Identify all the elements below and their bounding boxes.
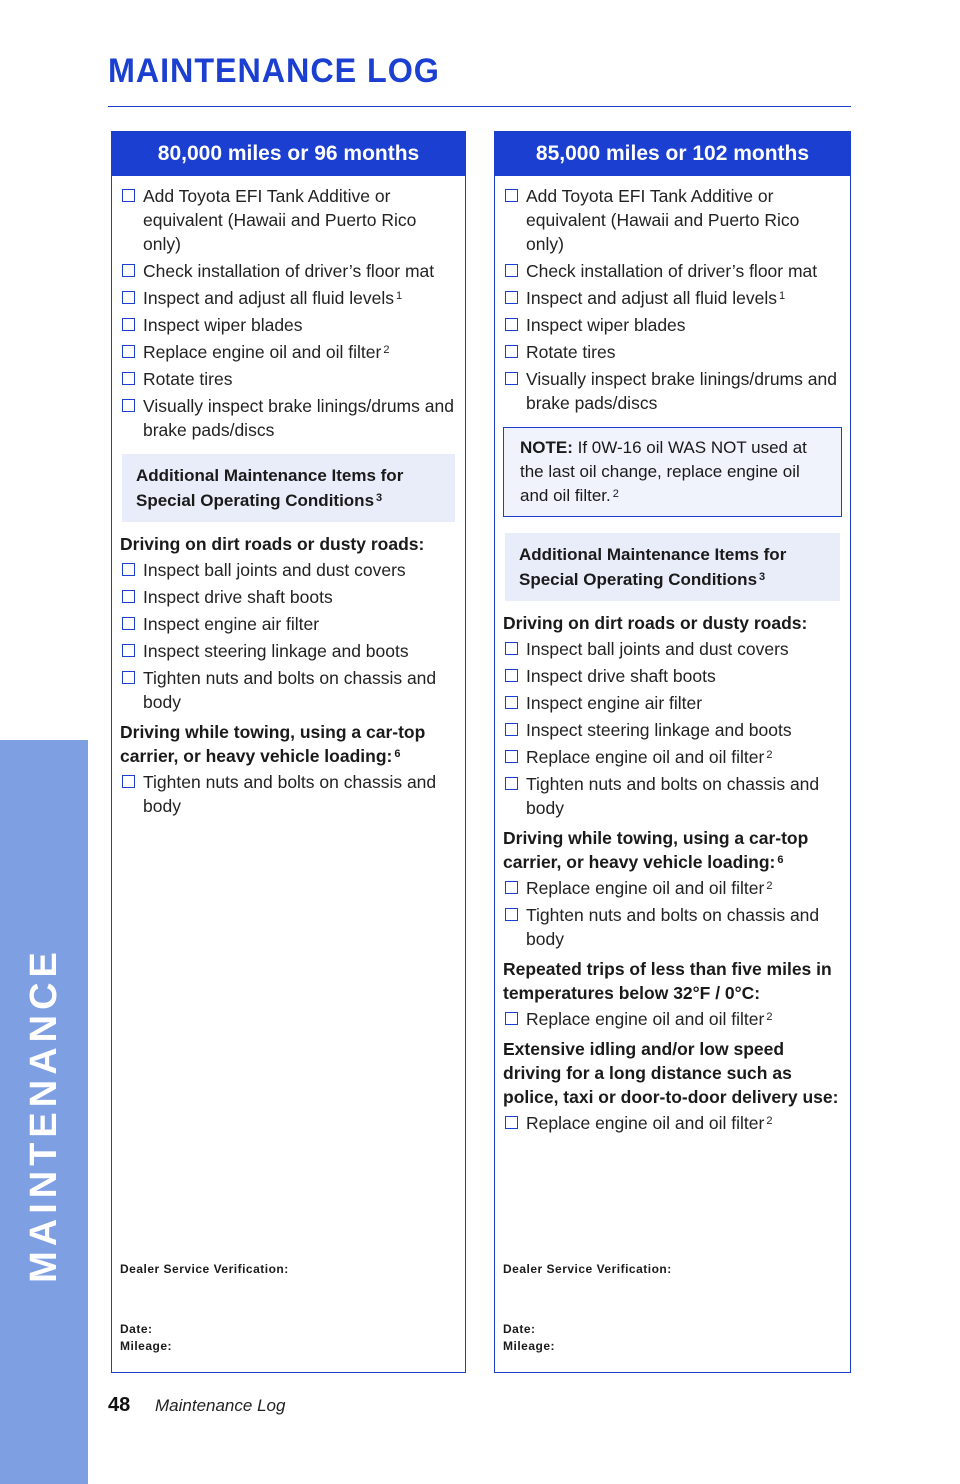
checklist-item-text: Inspect ball joints and dust covers <box>526 639 789 659</box>
checkbox[interactable] <box>505 291 518 304</box>
checklist-item <box>120 184 457 256</box>
checkbox[interactable] <box>122 775 135 788</box>
checklist-item-text: Tighten nuts and bolts on chassis and body <box>526 774 820 818</box>
condition-item-list <box>503 637 842 820</box>
footer-section-name: Maintenance Log <box>155 1396 286 1415</box>
checklist-item <box>120 666 457 714</box>
checklist-item <box>120 340 457 364</box>
checklist-item <box>503 286 842 310</box>
checklist-item-text: Inspect steering linkage and boots <box>143 641 409 661</box>
checklist-item-text: Inspect drive shaft boots <box>143 587 333 607</box>
checklist-item-text: Tighten nuts and bolts on chassis and body <box>143 668 437 712</box>
checklist-item-text: Inspect wiper blades <box>143 315 303 335</box>
checklist-item-text: Add Toyota EFI Tank Additive or equivalent (Hawaii and Puerto Rico only) <box>143 186 417 254</box>
checkbox[interactable] <box>505 1116 518 1129</box>
condition-item-list <box>120 770 457 818</box>
checklist-item-text: Tighten nuts and bolts on chassis and body <box>143 772 437 816</box>
footnote-ref: 2 <box>766 880 773 892</box>
checklist-item <box>120 585 457 609</box>
checklist-item-text: Visually inspect brake linings/drums and brake pads/discs <box>143 396 454 440</box>
page-number: 48 <box>108 1394 131 1416</box>
footnote-ref: 2 <box>766 1011 773 1023</box>
condition-item-list <box>503 876 842 951</box>
checklist-item <box>503 903 842 951</box>
checklist-item <box>120 313 457 337</box>
footnote-ref: 2 <box>766 1115 773 1127</box>
checklist-item <box>120 612 457 636</box>
condition-heading: Driving while towing, using a car-top carrier, or heavy vehicle loading: $^6$ <box>120 722 426 766</box>
checklist-item <box>503 259 842 283</box>
checkbox[interactable] <box>505 777 518 790</box>
checklist-item-text: Inspect steering linkage and boots <box>526 720 792 740</box>
item-list <box>503 184 842 415</box>
condition-heading: Extensive idling and/or low speed driving for a long distance such as police, taxi or door-to-door delivery use: <box>503 1039 839 1107</box>
additional-items-heading: Additional Maintenance Items for Special Operating Conditions $^3$ <box>122 454 455 522</box>
checklist-item <box>503 745 842 769</box>
condition-heading: Repeated trips of less than five miles in temperatures below 32°F / 0°C: <box>503 959 832 1003</box>
column-header: 80,000 miles or 96 months <box>112 132 465 176</box>
footnote-ref: 1 <box>778 290 786 302</box>
checklist-item <box>503 637 842 661</box>
checklist-item <box>120 367 457 391</box>
checkbox[interactable] <box>505 642 518 655</box>
checkbox[interactable] <box>122 671 135 684</box>
condition-item-list <box>120 558 457 714</box>
checklist-item-text: Visually inspect brake linings/drums and brake pads/discs <box>526 369 837 413</box>
footnote-ref: 1 <box>395 290 403 302</box>
column-header: 85,000 miles or 102 months <box>495 132 850 176</box>
checkbox[interactable] <box>505 1012 518 1025</box>
mileage-label: Mileage: <box>120 1339 173 1353</box>
note-box: NOTE: If 0W-16 oil WAS NOT used at the last oil change, replace engine oil and oil filter. $^2$ <box>503 427 842 517</box>
page-title: MAINTENANCE LOG <box>108 52 440 90</box>
log-column-85000 <box>494 131 851 1373</box>
checklist-item-text: Replace engine oil and oil filter <box>526 1113 765 1133</box>
checklist-item <box>503 876 842 900</box>
checkbox[interactable] <box>122 644 135 657</box>
checkbox[interactable] <box>122 590 135 603</box>
checklist-item-text: Tighten nuts and bolts on chassis and body <box>526 905 820 949</box>
checklist-item <box>503 340 842 364</box>
checkbox[interactable] <box>122 318 135 331</box>
checklist-item-text: Inspect and adjust all fluid levels <box>143 288 394 308</box>
checkbox[interactable] <box>505 723 518 736</box>
note-text: If 0W-16 oil WAS NOT used at the last oil change, replace engine oil and oil filter. <box>520 438 807 505</box>
log-column-80000 <box>111 131 466 1373</box>
checkbox[interactable] <box>505 372 518 385</box>
date-label: Date: <box>503 1322 536 1336</box>
dealer-verification-label: Dealer Service Verification: <box>120 1262 289 1276</box>
condition-heading: Driving on dirt roads or dusty roads: <box>503 613 808 633</box>
checkbox[interactable] <box>505 264 518 277</box>
checklist-item <box>503 718 842 742</box>
checkbox[interactable] <box>505 669 518 682</box>
section-side-label: MAINTENANCE <box>22 947 65 1283</box>
checklist-item <box>503 691 842 715</box>
condition-heading: Driving on dirt roads or dusty roads: <box>120 534 425 554</box>
checkbox[interactable] <box>122 189 135 202</box>
checklist-item-text: Rotate tires <box>526 342 616 362</box>
checkbox[interactable] <box>122 291 135 304</box>
checklist-item <box>503 184 842 256</box>
checkbox[interactable] <box>505 189 518 202</box>
title-divider <box>108 106 851 107</box>
checklist-item <box>120 639 457 663</box>
checkbox[interactable] <box>505 908 518 921</box>
checklist-item-text: Inspect ball joints and dust covers <box>143 560 406 580</box>
checklist-item-text: Rotate tires <box>143 369 233 389</box>
checklist-item-text: Replace engine oil and oil filter <box>526 747 765 767</box>
checklist-item-text: Replace engine oil and oil filter <box>526 878 765 898</box>
checklist-item <box>120 770 457 818</box>
checkbox[interactable] <box>505 881 518 894</box>
checklist-item <box>503 772 842 820</box>
checklist-item-text: Inspect engine air filter <box>143 614 320 634</box>
checklist-item-text: Inspect drive shaft boots <box>526 666 716 686</box>
footnote-ref: 2 <box>383 344 390 356</box>
checklist-item-text: Inspect wiper blades <box>526 315 686 335</box>
checkbox[interactable] <box>122 399 135 412</box>
dealer-verification-label: Dealer Service Verification: <box>503 1262 672 1276</box>
checklist-item-text: Check installation of driver’s floor mat <box>143 261 435 281</box>
checkbox[interactable] <box>505 696 518 709</box>
checklist-item <box>120 558 457 582</box>
checklist-item <box>503 664 842 688</box>
item-list <box>120 184 457 442</box>
checklist-item <box>503 1111 842 1135</box>
checklist-item <box>503 1007 842 1031</box>
checklist-item <box>503 367 842 415</box>
condition-item-list <box>503 1007 842 1031</box>
footnote-ref: 2 <box>766 749 773 761</box>
checkbox[interactable] <box>505 345 518 358</box>
checklist-item-text: Replace engine oil and oil filter <box>143 342 382 362</box>
checklist-item <box>120 286 457 310</box>
mileage-label: Mileage: <box>503 1339 556 1353</box>
checkbox[interactable] <box>505 750 518 763</box>
checkbox[interactable] <box>122 617 135 630</box>
additional-items-heading: Additional Maintenance Items for Special Operating Conditions $^3$ <box>505 533 840 601</box>
checklist-item-text: Inspect and adjust all fluid levels <box>526 288 777 308</box>
checklist-item-text: Add Toyota EFI Tank Additive or equivalent (Hawaii and Puerto Rico only) <box>526 186 800 254</box>
checklist-item <box>120 394 457 442</box>
date-label: Date: <box>120 1322 153 1336</box>
checkbox[interactable] <box>122 563 135 576</box>
checklist-item-text: Replace engine oil and oil filter <box>526 1009 765 1029</box>
checklist-item <box>120 259 457 283</box>
checklist-item-text: Check installation of driver’s floor mat <box>526 261 818 281</box>
checkbox[interactable] <box>122 372 135 385</box>
note-label: NOTE: <box>520 438 573 457</box>
checkbox[interactable] <box>122 345 135 358</box>
checkbox[interactable] <box>505 318 518 331</box>
condition-item-list <box>503 1111 842 1135</box>
checklist-item-text: Inspect engine air filter <box>526 693 703 713</box>
checkbox[interactable] <box>122 264 135 277</box>
condition-heading: Driving while towing, using a car-top carrier, or heavy vehicle loading: $^6$ <box>503 828 809 872</box>
checklist-item <box>503 313 842 337</box>
